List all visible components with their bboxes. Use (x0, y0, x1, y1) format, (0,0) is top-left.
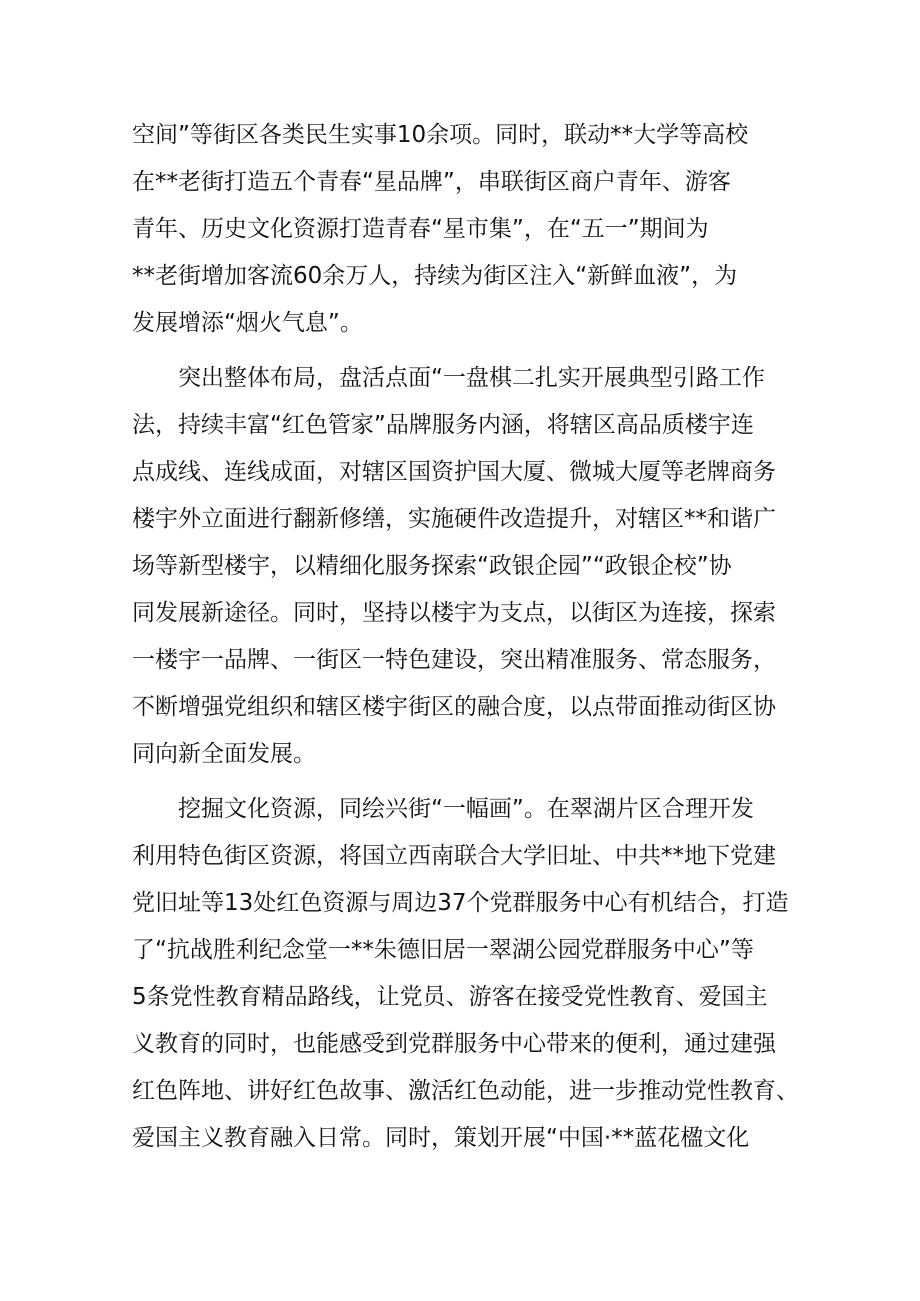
text-line: 挖掘文化资源，同绘兴街“一幅画”。在翠湖片区合理开发 (178, 796, 754, 822)
text-line: 空间”等街区各类民生实事10余项。同时，联动**大学等高校 (132, 122, 749, 148)
text-line: 青年、历史文化资源打造青春“星市集”，在“五一”期间为 (132, 216, 709, 242)
text-line: 场等新型楼宇，以精细化服务探索“政银企园”“政银企校”协 (132, 553, 732, 579)
text-line: 同向新全面发展。 (132, 741, 316, 767)
text-line: 党旧址等13处红色资源与周边37个党群服务中心有机结合，打造 (132, 890, 789, 916)
text-line: 同发展新途径。同时，坚持以楼宇为支点，以街区为连接，探索 (132, 600, 776, 626)
text-line: 5条党性教育精品路线，让党员、游客在接受党性教育、爱国主 (132, 984, 768, 1010)
text-line: 楼宇外立面进行翻新修缮，实施硬件改造提升，对辖区**和谐广 (132, 506, 776, 532)
text-line: **老街增加客流60余万人，持续为街区注入“新鲜血液”，为 (132, 263, 738, 289)
text-line: 在**老街打造五个青春“星品牌”，串联街区商户青年、游客 (132, 169, 731, 195)
paragraph-1 (132, 112, 792, 347)
paragraph-gap (132, 778, 792, 786)
text-line: 法，持续丰富“红色管家”品牌服务内涵，将辖区高品质楼宇连 (132, 412, 754, 438)
text-line: 红色阵地、讲好红色故事、激活红色动能，进一步推动党性教育、 (132, 1078, 799, 1104)
text-line: 了“抗战胜利纪念堂一**朱德旧居一翠湖公园党群服务中心”等 (132, 937, 754, 963)
paragraph-2 (132, 355, 792, 778)
text-line: 不断增强党组织和辖区楼宇街区的融合度，以点带面推动街区协 (132, 694, 776, 720)
paragraph-gap (132, 347, 792, 355)
text-line: 一楼宇一品牌、一街区一特色建设，突出精准服务、常态服务， (132, 647, 776, 673)
paragraph-3 (132, 786, 799, 1162)
text-line: 义教育的同时，也能感受到党群服务中心带来的便利，通过建强 (132, 1031, 776, 1057)
text-line: 爱国主义教育融入日常。同时，策划开展“中国·**蓝花楹文化 (132, 1125, 750, 1151)
text-line: 利用特色街区资源，将国立西南联合大学旧址、中共**地下党建 (132, 843, 776, 869)
text-line: 突出整体布局，盘活点面“一盘棋二扎实开展典型引路工作 (178, 365, 765, 391)
text-line: 点成线、连线成面，对辖区国资护国大厦、微城大厦等老牌商务 (132, 459, 776, 485)
text-line: 发展增添“烟火气息”。 (132, 310, 363, 336)
document-body (132, 112, 799, 1162)
